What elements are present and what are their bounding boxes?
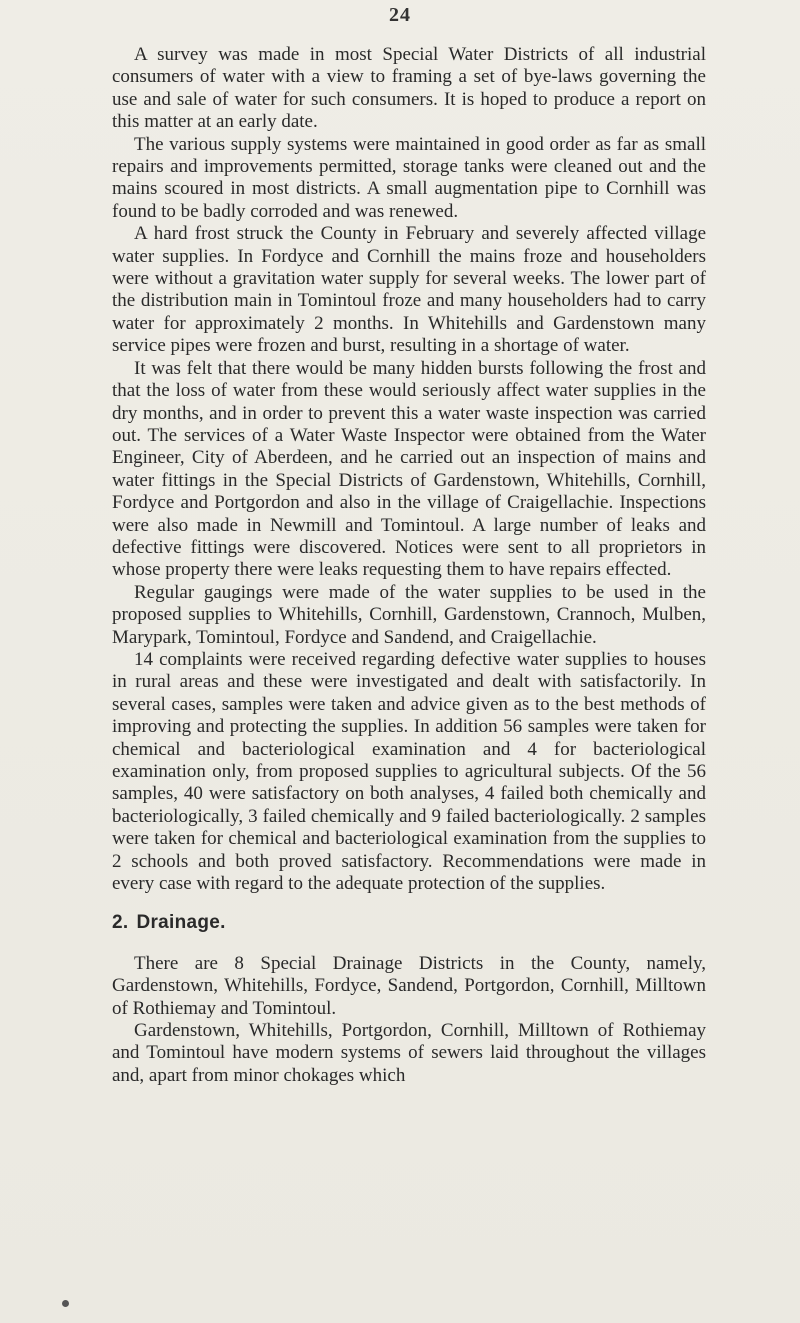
page-body [112,44,706,1087]
paragraph-complaints-samples: 14 complaints were received regarding defective water supplies to houses in rural areas and these were investigated and dealt with satisfactorily. In several cases, samples were taken and advice given as to the best methods of improving and protecting the supplies. In addition 56 samples were taken for chemical and bacteriological examination and 4 for bacteriological examination only, from proposed supplies to agricultural subjects. Of the 56 samples, 40 were satisfactory on both analyses, 4 failed both chemically and bacteriologically, 3 failed chemically and 9 failed bacteriologically. 2 samples were taken for chemical and bacteriological examination from the supplies to 2 schools and both proved satisfactory. Recommendations were made in every case with regard to the adequate protection of the supplies. [112,648,706,895]
section-title: Drainage. [136,912,226,934]
paragraph-drainage-districts: There are 8 Special Drainage Districts in the County, namely, Gardenstown, Whitehills, Fordyce, Sandend, Portgordon, Cornhill, Milltown of Rothiemay and Tomintoul. [112,952,706,1019]
print-dot-mark [62,1300,69,1307]
section-heading-drainage [112,912,706,934]
paragraph-waste-inspection: It was felt that there would be many hidden bursts following the frost and that the loss of water from these would seriously affect water supplies in the dry months, and in order to prevent this a water waste inspection was carried out. The services of a Water Waste Inspector were obtained from the Water Engineer, City of Aberdeen, and he carried out an inspection of mains and water fittings in the Special Districts of Gardenstown, Whitehills, Cornhill, Fordyce and Portgordon and also in the village of Craigellachie. Inspections were also made in Newmill and Tomintoul. A large number of leaks and defective fittings were discovered. Notices were sent to all proprietors in whose property there were leaks requesting them to have repairs effected. [112,357,706,581]
paragraph-industrial-survey: A survey was made in most Special Water Districts of all industrial consumers of water with a view to framing a set of bye-laws governing the use and sale of water for such consumers. It is hoped to produce a report on this matter at an early date. [112,44,706,133]
paragraph-drainage-sewers: Gardenstown, Whitehills, Portgordon, Cornhill, Milltown of Rothiemay and Tomintoul have modern systems of sewers laid throughout the villages and, apart from minor chokages which [112,1020,706,1086]
paragraph-frost: A hard frost struck the County in February and severely affected village water supplies. In Fordyce and Cornhill the mains froze and householders were without a gravitation water supply for several weeks. The lower part of the distribution main in Tomintoul froze and many householders had to carry water for approximately 2 months. In Whitehills and Gardenstown many service pipes were frozen and burst, resulting in a shortage of water. [112,223,706,357]
paragraph-maintenance: The various supply systems were maintained in good order as far as small repairs and improvements permitted, storage tanks were cleaned out and the mains scoured in most districts. A small augmentation pipe to Cornhill was found to be badly corroded and was renewed. [112,133,706,222]
paragraph-gaugings: Regular gaugings were made of the water supplies to be used in the proposed supplies to Whitehills, Cornhill, Gardenstown, Crannoch, Mulben, Marypark, Tomintoul, Fordyce and Sandend, and Craigellachie. [112,581,706,648]
section-number: 2. [112,912,129,934]
page-number: 24 [389,4,411,26]
